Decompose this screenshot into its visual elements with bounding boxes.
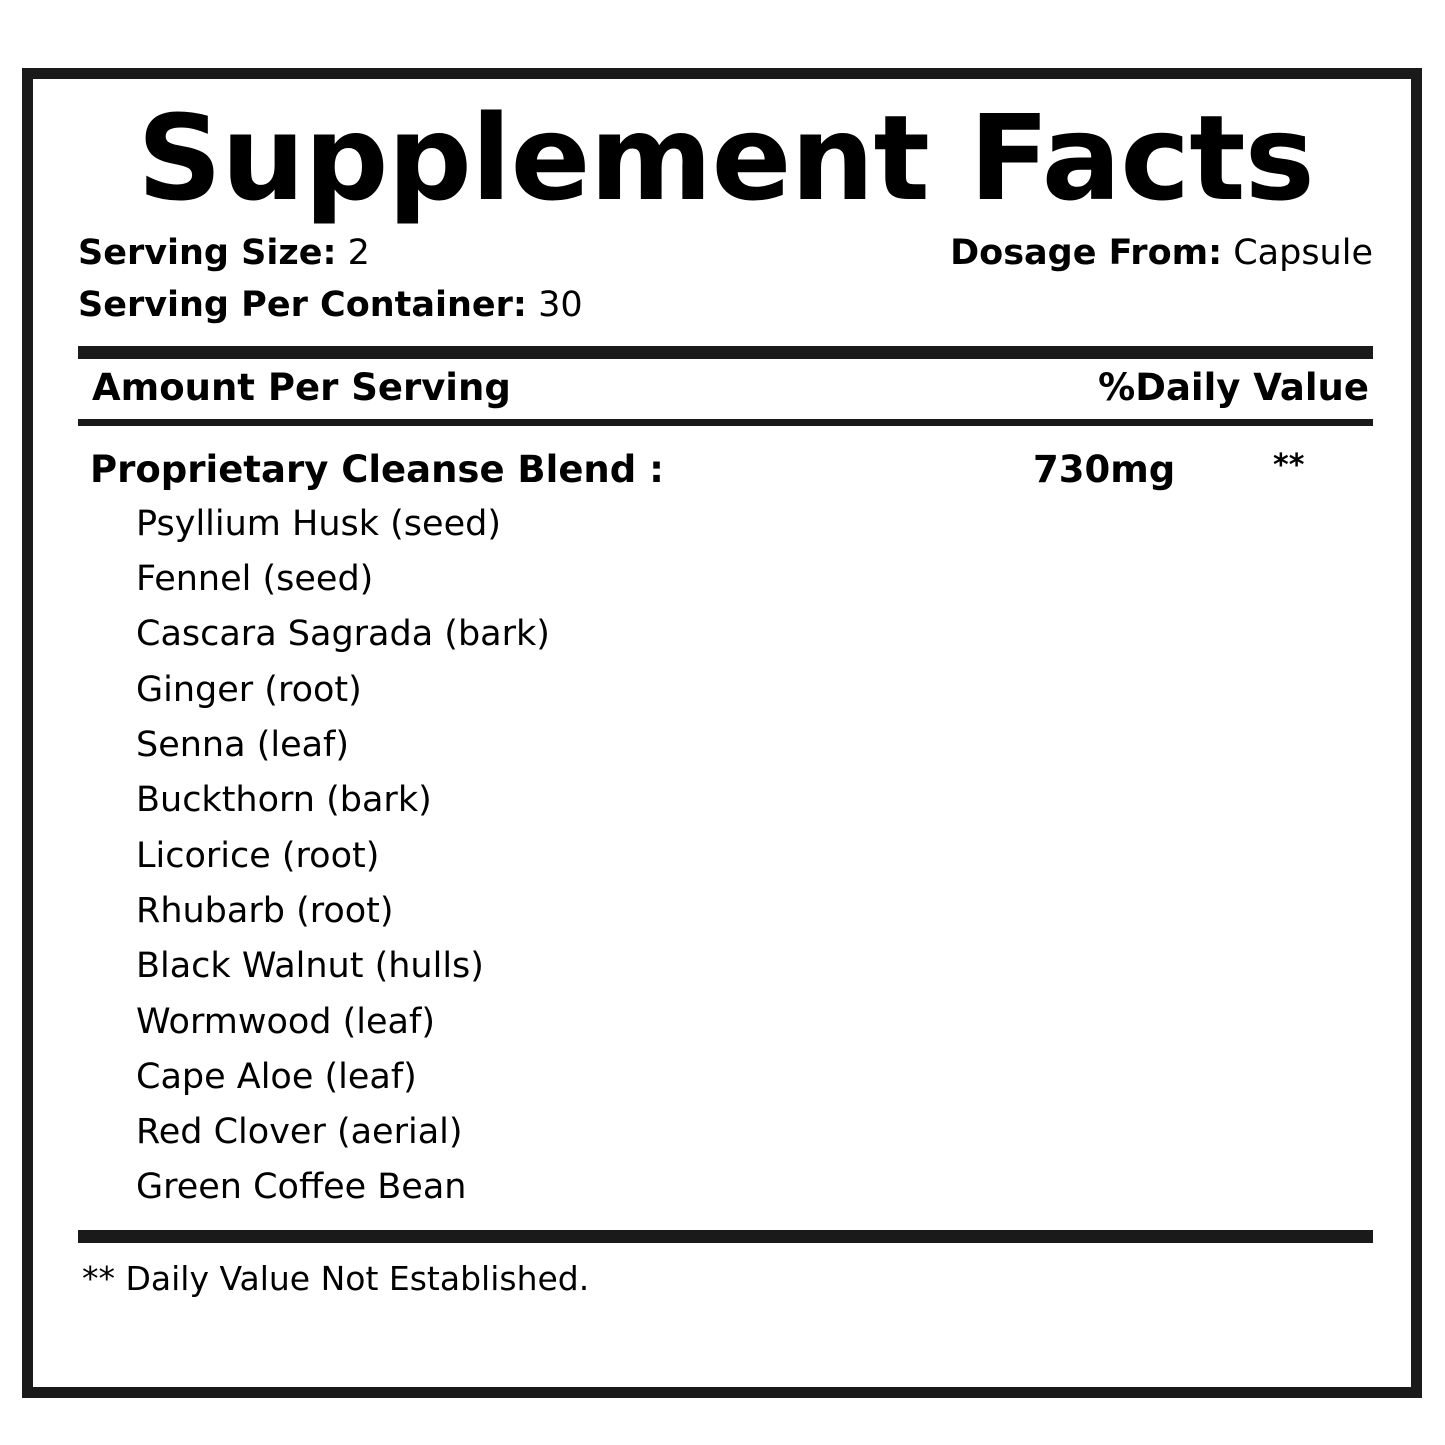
serving-size	[78, 227, 370, 280]
blend-amount: 730mg	[1033, 447, 1176, 491]
list-item: Fennel (seed)	[136, 559, 374, 600]
list-item: Black Walnut (hulls)	[136, 946, 484, 987]
list-item: Cascara Sagrada (bark)	[136, 614, 550, 655]
dosage-form	[950, 227, 1373, 280]
list-item: Green Coffee Bean	[136, 1167, 467, 1208]
serving-size-row	[78, 227, 1373, 280]
dosage-form-label: Dosage From:	[950, 232, 1223, 273]
blend-name: Proprietary Cleanse Blend :	[90, 447, 664, 491]
list-item: Red Clover (aerial)	[136, 1112, 463, 1153]
servings-per-container	[78, 279, 583, 332]
list-item: Rhubarb (root)	[136, 890, 394, 931]
list-item: Cape Aloe (leaf)	[136, 1056, 417, 1097]
dosage-form-value: Capsule	[1233, 232, 1373, 273]
blend-row	[78, 426, 1373, 491]
supplement-facts-panel	[22, 68, 1422, 1398]
divider-medium	[78, 419, 1373, 426]
daily-value-header: %Daily Value	[1098, 365, 1369, 409]
list-item: Senna (leaf)	[136, 725, 350, 766]
panel-inner	[78, 89, 1373, 1377]
divider-thick-bottom	[78, 1230, 1373, 1243]
servings-per-container-label: Serving Per Container:	[78, 285, 527, 326]
servings-per-container-value: 30	[538, 285, 583, 326]
blend-daily-value: **	[1273, 447, 1305, 483]
divider-thick-top	[78, 346, 1373, 359]
table-header-row	[78, 359, 1373, 413]
page-title: Supplement Facts	[137, 89, 1314, 227]
servings-per-container-row	[78, 279, 1373, 332]
list-item: Psyllium Husk (seed)	[136, 503, 501, 544]
footnote: ** Daily Value Not Established.	[82, 1258, 590, 1298]
list-item: Wormwood (leaf)	[136, 1001, 435, 1042]
list-item: Ginger (root)	[136, 669, 362, 710]
serving-size-value: 2	[347, 232, 370, 273]
list-item: Buckthorn (bark)	[136, 780, 432, 821]
serving-size-label: Serving Size:	[78, 232, 337, 273]
list-item: Licorice (root)	[136, 835, 380, 876]
ingredient-list	[78, 497, 1373, 1216]
amount-per-serving-header: Amount Per Serving	[92, 365, 511, 409]
